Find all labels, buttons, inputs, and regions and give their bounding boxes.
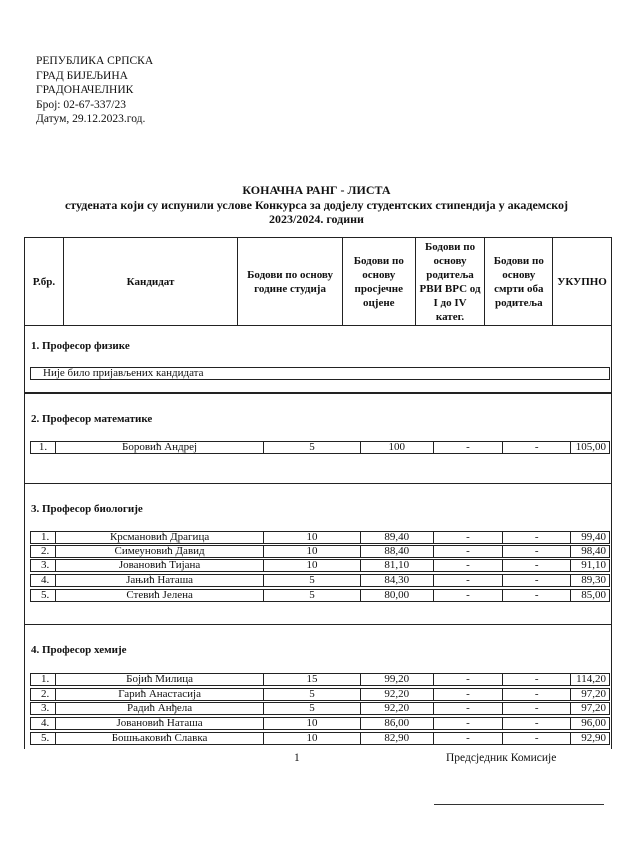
table-row <box>30 545 610 558</box>
cell-total: 98,40 <box>581 546 607 557</box>
cell-total: 89,30 <box>581 575 607 586</box>
cell-rb: 1. <box>31 532 56 543</box>
cell-year: 5 <box>264 689 361 700</box>
no-candidates-note: Није било пријављених кандидата <box>30 367 610 380</box>
cell-rb: 3. <box>31 560 56 571</box>
cell-average: 81,10 <box>361 560 434 571</box>
cell-rvi: - <box>434 674 504 685</box>
signature-label: Предсједник Комисије <box>446 752 557 764</box>
cell-total: 85,00 <box>581 590 607 601</box>
cell-average: 92,20 <box>361 689 434 700</box>
cell-rvi: - <box>434 718 504 729</box>
cell-year: 5 <box>264 575 361 586</box>
col-header-rb: Р.бр. <box>25 238 64 325</box>
cell-name: Бошњаковић Славка <box>56 733 264 744</box>
table-row <box>30 673 610 686</box>
document-subtitle-year: 2023/2024. години <box>269 212 364 226</box>
document-subtitle: студената који су испунили услове Конкурса за додјелу студентских стипендија у академској <box>64 198 569 212</box>
cell-total: 114,20 <box>576 674 607 685</box>
cell-average: 80,00 <box>361 590 434 601</box>
cell-name: Стевић Јелена <box>56 590 264 601</box>
cell-year: 10 <box>264 560 361 571</box>
cell-average: 99,20 <box>361 674 434 685</box>
cell-rvi: - <box>434 560 504 571</box>
cell-name: Јањић Наташа <box>56 575 264 586</box>
cell-name: Боровић Андреј <box>56 442 264 453</box>
cell-year: 10 <box>264 532 361 543</box>
cell-year: 5 <box>264 703 361 714</box>
cell-rb: 2. <box>31 689 56 700</box>
cell-rvi: - <box>434 689 504 700</box>
cell-rb: 3. <box>31 703 56 714</box>
cell-rb: 2. <box>31 546 56 557</box>
cell-death: - <box>503 442 571 453</box>
cell-year: 15 <box>264 674 361 685</box>
header-line-city: ГРАД БИЈЕЉИНА <box>36 69 128 82</box>
cell-name: Симеуновић Давид <box>56 546 264 557</box>
col-header-total: УКУПНО <box>557 275 607 288</box>
cell-death: - <box>503 703 571 714</box>
cell-death: - <box>503 689 571 700</box>
cell-death: - <box>503 590 571 601</box>
cell-rb: 4. <box>31 575 56 586</box>
cell-rvi: - <box>434 532 504 543</box>
section-title: 3. Професор биологије <box>31 503 143 515</box>
cell-average: 84,30 <box>361 575 434 586</box>
document-title: КОНАЧНА РАНГ - ЛИСТА <box>242 183 391 197</box>
cell-rb: 4. <box>31 718 56 729</box>
cell-total: 91,10 <box>581 560 607 571</box>
cell-year: 5 <box>264 442 361 453</box>
cell-average: 86,00 <box>361 718 434 729</box>
signature-line <box>434 804 604 805</box>
cell-death: - <box>503 532 571 543</box>
document-header <box>36 54 153 127</box>
cell-year: 10 <box>264 733 361 744</box>
cell-rb: 5. <box>31 733 56 744</box>
cell-average: 82,90 <box>361 733 434 744</box>
cell-average: 100 <box>361 442 434 453</box>
table-row <box>30 717 610 730</box>
cell-rb: 5. <box>31 590 56 601</box>
cell-rvi: - <box>434 575 504 586</box>
cell-name: Гарић Анастасија <box>56 689 264 700</box>
section-title: 2. Професор математике <box>31 413 153 425</box>
table-row <box>30 702 610 715</box>
col-header-average: Бодови по основу просјечне оцјене <box>343 238 416 325</box>
cell-year: 10 <box>264 718 361 729</box>
col-header-candidate: Кандидат <box>64 238 238 325</box>
cell-death: - <box>503 575 571 586</box>
cell-death: - <box>503 718 571 729</box>
cell-name: Јовановић Наташа <box>56 718 264 729</box>
cell-name: Радић Анђела <box>56 703 264 714</box>
cell-rb: 1. <box>31 674 56 685</box>
cell-death: - <box>503 674 571 685</box>
cell-year: 10 <box>264 546 361 557</box>
header-line-mayor: ГРАДОНАЧЕЛНИК <box>36 84 134 96</box>
cell-total: 97,20 <box>581 703 607 714</box>
cell-average: 92,20 <box>361 703 434 714</box>
section-physics <box>24 325 612 394</box>
col-header-death: Бодови по основу смрти оба родитеља <box>485 238 553 325</box>
cell-average: 88,40 <box>361 546 434 557</box>
cell-average: 89,40 <box>361 532 434 543</box>
cell-name: Крсмановић Драгица <box>56 532 264 543</box>
table-row <box>30 441 610 454</box>
cell-death: - <box>503 546 571 557</box>
cell-rb: 1. <box>31 442 56 453</box>
cell-rvi: - <box>434 733 504 744</box>
cell-death: - <box>503 560 571 571</box>
table-row <box>30 589 610 602</box>
section-title: 1. Професор физике <box>31 340 130 352</box>
cell-rvi: - <box>434 703 504 714</box>
table-row <box>30 574 610 587</box>
table-header <box>24 237 612 325</box>
table-row <box>30 559 610 572</box>
cell-name: Бојић Милица <box>56 674 264 685</box>
page-number: 1 <box>294 752 300 764</box>
col-header-year: Бодови по основу године студија <box>238 238 343 325</box>
cell-total: 96,00 <box>581 718 607 729</box>
table-row <box>30 688 610 701</box>
cell-rvi: - <box>434 590 504 601</box>
table-row <box>30 732 610 745</box>
cell-death: - <box>503 733 571 744</box>
section-title: 4. Професор хемије <box>31 644 127 656</box>
cell-rvi: - <box>434 546 504 557</box>
table-row <box>30 531 610 544</box>
cell-total: 92,90 <box>581 733 607 744</box>
cell-total: 97,20 <box>581 689 607 700</box>
col-header-rvi: Бодови по основу родитеља РВИ ВРС од I до IV катег. <box>416 238 486 325</box>
cell-rvi: - <box>434 442 504 453</box>
cell-total: 99,40 <box>581 532 607 543</box>
cell-name: Јовановић Тијана <box>56 560 264 571</box>
section-math <box>24 394 612 484</box>
cell-total: 105,00 <box>575 442 606 453</box>
header-line-number: Број: 02-67-337/23 <box>36 98 126 111</box>
cell-year: 5 <box>264 590 361 601</box>
header-line-republic: РЕПУБЛИКА СРПСКА <box>36 55 154 67</box>
header-line-date: Датум, 29.12.2023.год. <box>36 113 146 125</box>
